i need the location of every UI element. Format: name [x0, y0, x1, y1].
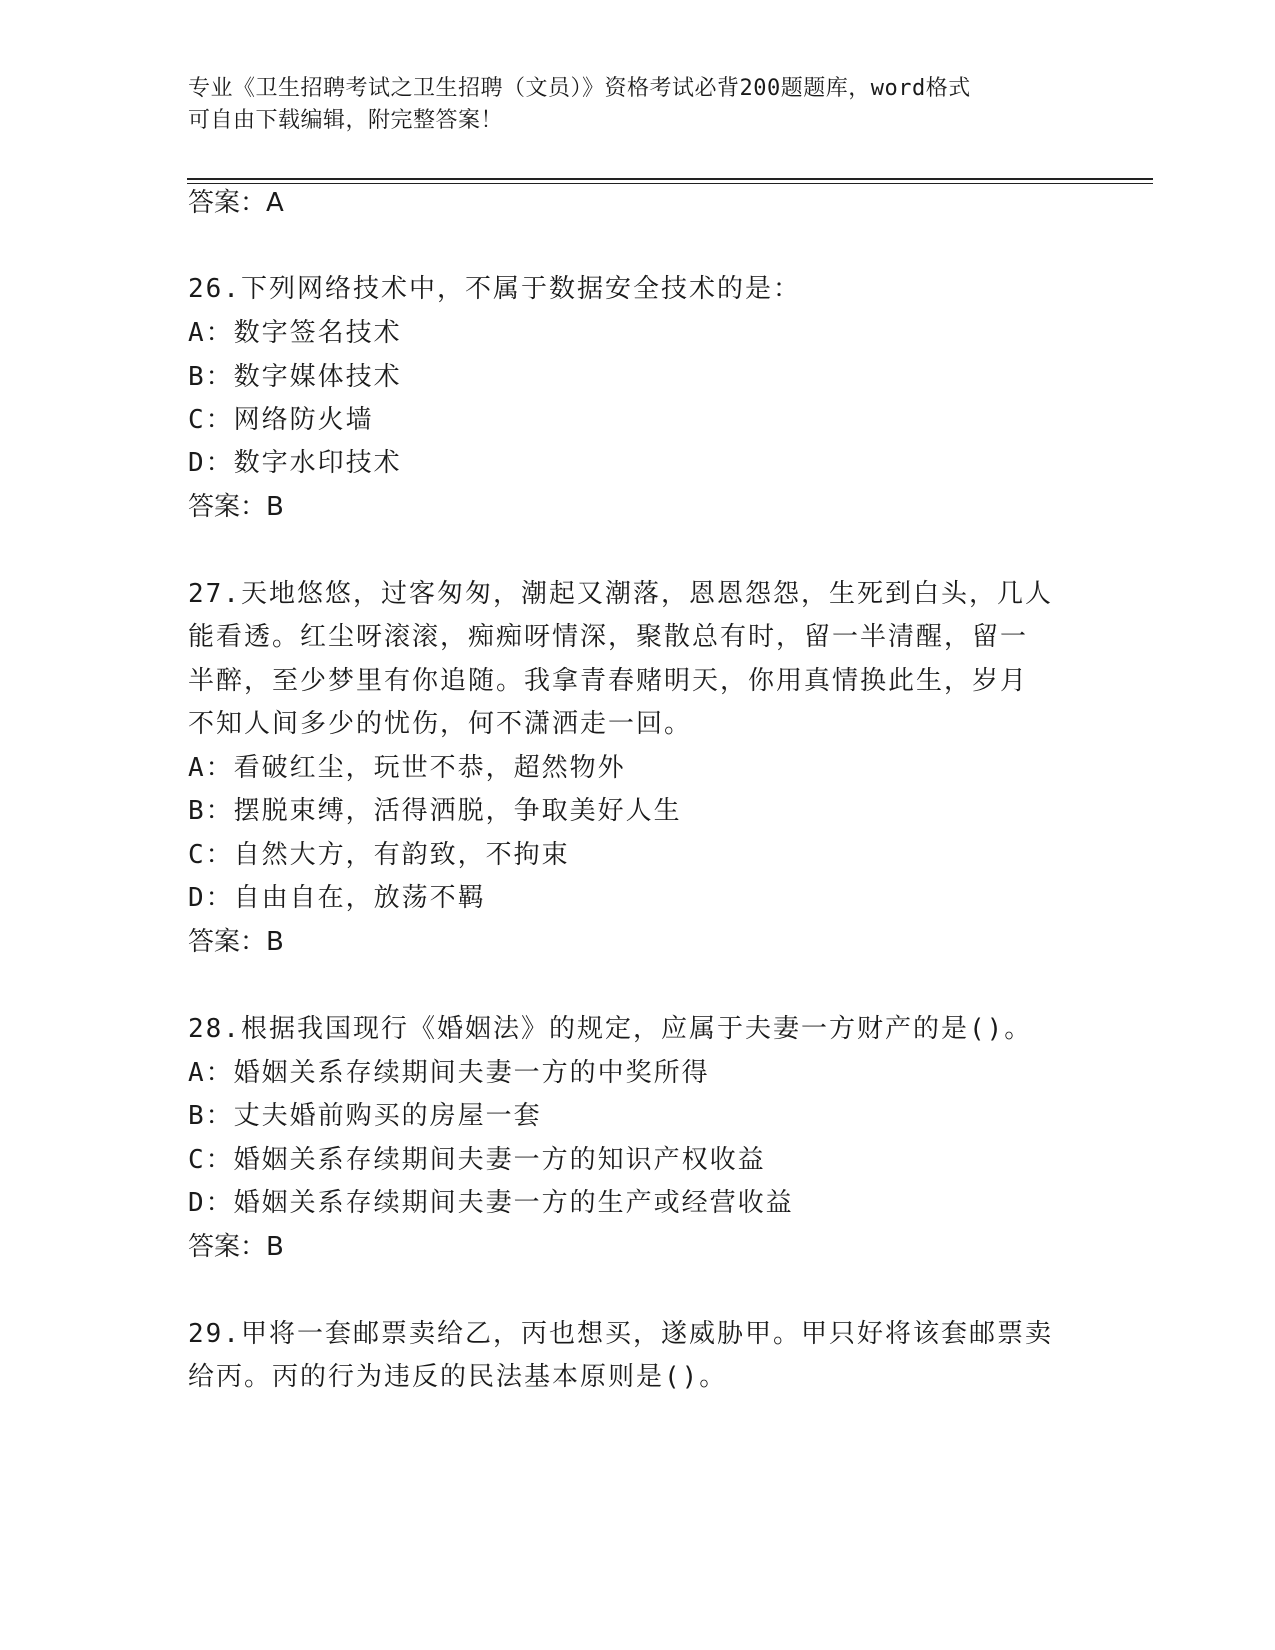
previous-answer: 答案：A [188, 188, 284, 218]
question-28-option-a: A：婚姻关系存续期间夫妻一方的中奖所得 [188, 1058, 710, 1088]
question-27-stem-line-4: 不知人间多少的忧伤，何不潇洒走一回。 [188, 709, 693, 739]
question-27-option-d: D：自由自在，放荡不羁 [188, 883, 486, 913]
question-28-answer: 答案：B [188, 1232, 284, 1262]
header-rule-thick [187, 178, 1153, 180]
question-28-option-c: C：婚姻关系存续期间夫妻一方的知识产权收益 [188, 1145, 766, 1175]
header-line-2: 可自由下载编辑，附完整答案！ [188, 108, 504, 133]
question-26-stem: 26.下列网络技术中，不属于数据安全技术的是： [188, 274, 801, 304]
question-27-option-c: C：自然大方，有韵致，不拘束 [188, 840, 570, 870]
question-26-option-b: B：数字媒体技术 [188, 362, 402, 392]
question-27-stem-line-2: 能看透。红尘呀滚滚，痴痴呀情深，聚散总有时，留一半清醒，留一 [188, 622, 1029, 652]
question-28-option-d: D：婚姻关系存续期间夫妻一方的生产或经营收益 [188, 1188, 794, 1218]
page-header [188, 73, 1088, 137]
question-27-option-a: A：看破红尘，玩世不恭，超然物外 [188, 753, 626, 783]
header-line-1: 专业《卫生招聘考试之卫生招聘（文员）》资格考试必背200题题库，word格式 [188, 76, 971, 101]
question-28-stem: 28.根据我国现行《婚姻法》的规定，应属于夫妻一方财产的是()。 [188, 1014, 1033, 1044]
question-27-stem-line-1: 27.天地悠悠，过客匆匆，潮起又潮落，恩恩怨怨，生死到白头，几人 [188, 579, 1053, 609]
question-27-stem-line-3: 半醉，至少梦里有你追随。我拿青春赌明天，你用真情换此生，岁月 [188, 666, 1029, 696]
question-26-answer: 答案：B [188, 492, 284, 522]
question-27-answer: 答案：B [188, 927, 284, 957]
question-26-option-c: C：网络防火墙 [188, 405, 374, 435]
question-26-option-a: A：数字签名技术 [188, 318, 402, 348]
header-rule-thin [187, 183, 1153, 184]
question-28-option-b: B：丈夫婚前购买的房屋一套 [188, 1101, 542, 1131]
question-26-option-d: D：数字水印技术 [188, 448, 402, 478]
question-27-option-b: B：摆脱束缚，活得洒脱，争取美好人生 [188, 796, 682, 826]
question-29-stem-line-2: 给丙。丙的行为违反的民法基本原则是()。 [188, 1362, 728, 1392]
question-29-stem-line-1: 29.甲将一套邮票卖给乙，丙也想买，遂威胁甲。甲只好将该套邮票卖 [188, 1319, 1053, 1349]
